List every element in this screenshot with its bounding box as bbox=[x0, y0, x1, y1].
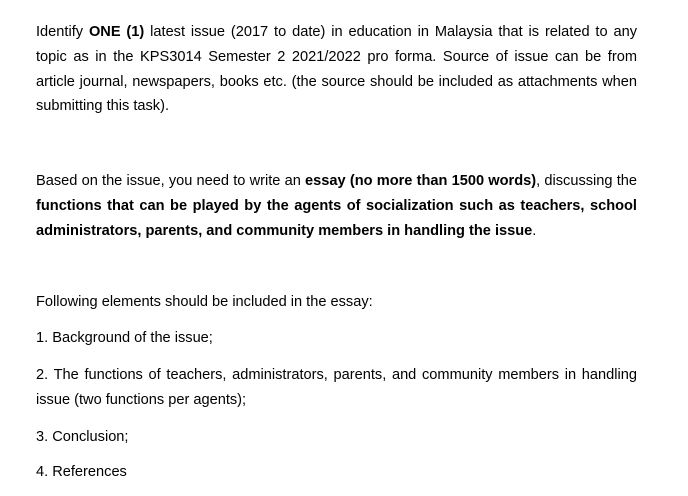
p2-text-2: , discussing the bbox=[536, 173, 638, 189]
list-item-background: 1. Background of the issue; bbox=[36, 330, 213, 346]
instruction-paragraph-identify-issue bbox=[36, 20, 637, 119]
elements-intro: Following elements should be included in the essay: bbox=[36, 294, 373, 310]
p1-text-1: Identify bbox=[36, 24, 89, 40]
list-item-functions: 2. The functions of teachers, administrators, parents, and community members in handling issue (two functions per agents); bbox=[36, 367, 637, 408]
list-item-conclusion: 3. Conclusion; bbox=[36, 429, 129, 445]
instruction-paragraph-essay bbox=[36, 169, 637, 243]
p1-bold-one: ONE (1) bbox=[88, 24, 145, 40]
p2-bold-word-limit: essay (no more than 1500 words) bbox=[305, 173, 537, 189]
p2-text-3: . bbox=[532, 222, 537, 239]
p2-text-1: Based on the issue, you need to write an bbox=[36, 173, 306, 189]
p2-bold-functions: functions that can be played by the agents of socialization such as teachers, school administrators, parents, and community members in handling the issue bbox=[36, 197, 637, 239]
p1-text-2: latest issue (2017 to date) in education in Malaysia that is related to any topic as in the KPS3014 Semester 2 2021/2022 pro forma. Source of issue can be from article journal, newspapers, books etc. (the source should be included as attachments when submitting this task). bbox=[36, 24, 638, 115]
list-item-references: 4. References bbox=[36, 464, 127, 480]
